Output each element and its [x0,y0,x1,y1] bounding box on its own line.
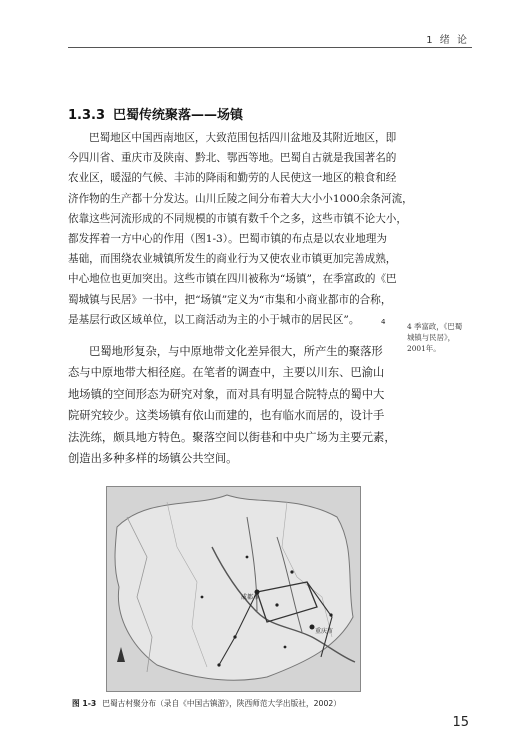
paragraph-line: 济作物的生产都十分发达。山川丘陵之间分布着大大小小1000余条河流， [68,192,413,205]
caption-figure-number: 图 1-3 [72,699,97,708]
figure-caption [72,698,341,709]
paragraph-line: 巴蜀地区中国西南地区，大致范围包括四川盆地及其附近地区，即 [89,132,397,144]
sidenote: 4 季富政，《巴蜀城镇与民居》，2001年。 [407,322,463,353]
footnote-marker: 4 [381,318,386,326]
paragraph-line: 巴蜀地形复杂，与中原地带文化差异很大，所产生的聚落形 [89,345,383,358]
paragraph-line: 农业区，暖湿的气候、丰沛的降雨和勤劳的人民使这一地区的粮食和经 [68,172,397,185]
paragraph-line: 态与中原地带大相径庭。在笔者的调查中，主要以川东、巴渝山 [68,366,385,380]
map-image [107,487,360,691]
paragraph-line: 法洗练，颇具地方特色。聚落空间以街巷和中央广场为主要元素， [68,430,396,444]
paragraph-line: 依靠这些河流形成的不同规模的市镇有数千个之多，这些市镇不论大小， [68,212,407,225]
running-header: 1 绪 论 [426,35,469,46]
map-label-chongqing: 重庆市 [315,628,334,635]
paragraph-line: 地场镇的空间形态为研究对象，而对具有明显合院特点的蜀中大 [68,387,385,401]
paragraph-2 [68,341,398,469]
section-title: 巴蜀传统聚落——场镇 [113,108,244,123]
paragraph-line: 创造出多种多样的场镇公共空间。 [68,452,238,466]
paragraph-line: 中心地位也更加突出。这些市镇在四川被称为“场镇”，在季富政的《巴 [68,273,397,286]
paragraph-line: 是基层行政区域单位，以工商活动为主的小于城市的居民区”。 [68,313,360,326]
section-number: 1.3.3 [68,108,106,123]
paragraph-1 [68,128,413,330]
section-heading [68,104,243,123]
header-rule [68,47,472,48]
page-number: 15 [452,715,469,730]
paragraph-line: 蜀城镇与民居》一书中，把“场镇”定义为“市集和小商业都市的合称， [68,293,392,306]
caption-text: 巴蜀古村聚分布（录自《中国古镇游》，陕西师范大学出版社，2002） [102,699,341,708]
paragraph-line: 基础，而围绕农业城镇所发生的商业行为又使农业市镇更加完善成熟， [68,253,397,266]
map-figure [106,486,361,692]
paragraph-line: 今四川省、重庆市及陕南、黔北、鄂西等地。巴蜀自古就是我国著名的 [68,152,397,165]
paragraph-line: 都发挥着一方中心的作用（图1-3）。巴蜀市镇的布点是以农业地理为 [68,233,387,246]
map-label-chengdu: 成都市 [241,594,260,601]
paragraph-line: 院研究较少。这类场镇有依山而建的，也有临水而居的，设计手 [68,409,385,423]
